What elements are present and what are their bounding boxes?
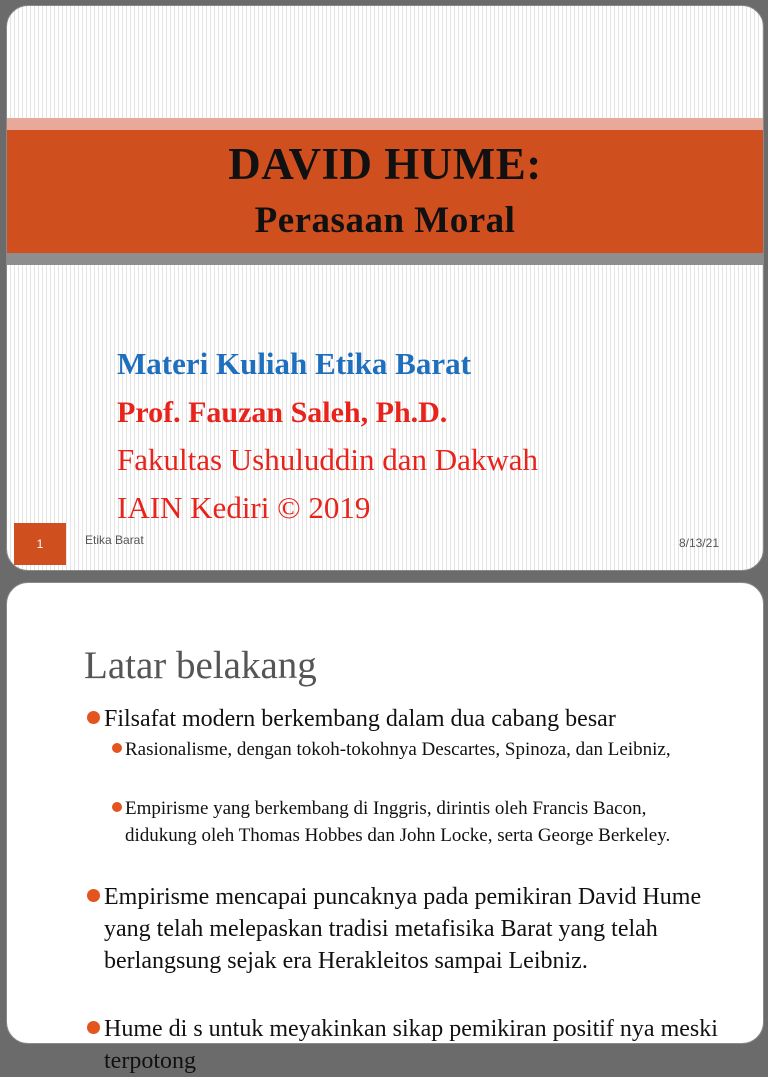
course-name: Materi Kuliah Etika Barat — [117, 346, 471, 381]
slide-number-badge: 1 — [14, 523, 66, 565]
faculty-name: Fakultas Ushuluddin dan Dakwah — [117, 442, 539, 477]
bullet-dot-icon — [87, 1021, 100, 1034]
content-slide — [6, 582, 764, 1074]
bullet-item — [104, 703, 724, 735]
title-band-top-stripe — [7, 118, 763, 130]
title-band-bottom-stripe — [7, 253, 763, 265]
bullet-text: Filsafat modern berkembang dalam dua cabang besar — [104, 706, 616, 732]
bullet-item — [104, 881, 724, 977]
footer-date: 8/13/21 — [678, 536, 719, 550]
professor-name: Prof. Fauzan Saleh, Ph.D. — [117, 396, 448, 429]
bullet-text: Hume di s untuk meyakinkan sikap pemikiran positif nya meski terpotong — [104, 1016, 718, 1074]
slide-title: DAVID HUME: — [228, 139, 542, 189]
bullet-text: Rasionalisme, dengan tokoh-tokohnya Descartes, Spinoza, dan Leibniz, — [125, 739, 671, 760]
footer-course-label: Etika Barat — [85, 533, 144, 547]
bullet-dot-icon — [112, 743, 122, 753]
bullet-dot-icon — [87, 711, 100, 724]
bullet-text: Empirisme mencapai puncaknya pada pemikiran David Hume yang telah melepaskan tradisi metafisika Barat yang telah berlangsung sejak era Herakleitos sampai Leibniz. — [104, 884, 702, 974]
bullet-text: Empirisme yang berkembang di Inggris, dirintis oleh Francis Bacon, didukung oleh Thomas Hobbes dan John Locke, serta George Berkeley. — [125, 798, 671, 846]
slide-subtitle: Perasaan Moral — [254, 200, 516, 241]
slide-heading: Latar belakang — [84, 644, 317, 687]
institution-name: IAIN Kediri © 2019 — [117, 490, 371, 525]
bullet-dot-icon — [87, 889, 100, 902]
bullet-item-cropped — [104, 1013, 724, 1077]
title-slide — [6, 5, 764, 571]
bullet-dot-icon — [112, 802, 122, 812]
sub-bullet-item — [125, 795, 715, 849]
sub-bullet-item — [125, 736, 715, 763]
